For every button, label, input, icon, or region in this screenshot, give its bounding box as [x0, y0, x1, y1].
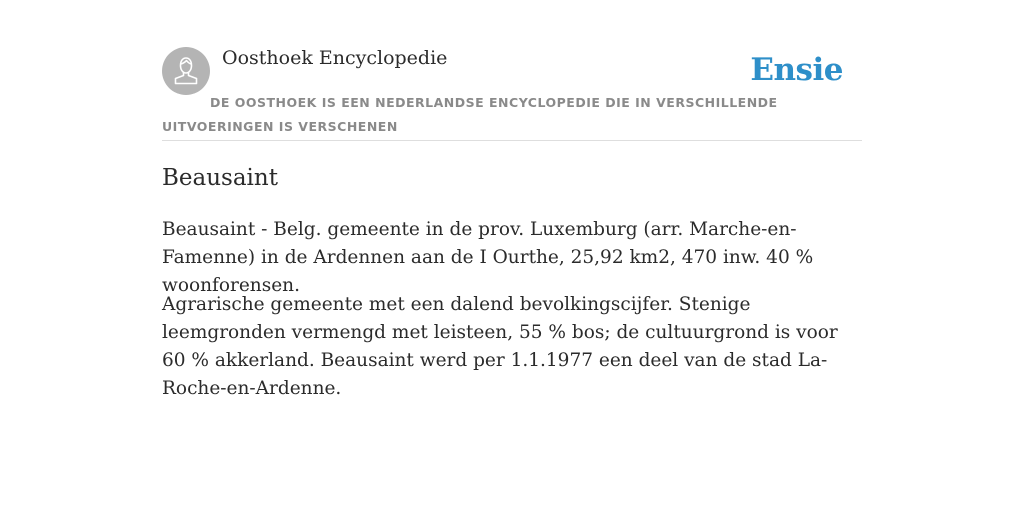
- author-avatar[interactable]: [162, 47, 210, 95]
- article-paragraph: Agrarische gemeente met een dalend bevolkingscijfer. Stenige leemgronden vermengd met leisteen, 55 % bos; de cultuurgrond is voor 60 % akkerland. Beausaint werd per 1.1.1977 een deel van de stad La-Roche-en-Ardenne.: [162, 294, 838, 399]
- author-tagline: DE OOSTHOEK IS EEN NEDERLANDSE ENCYCLOPEDIE DIE IN VERSCHILLENDE UITVOERINGEN IS VERSCHENEN: [162, 95, 778, 134]
- article-header: [162, 46, 862, 141]
- article-body: [162, 162, 862, 399]
- article-paragraph: Beausaint - Belg. gemeente in de prov. Luxemburg (arr. Marche-en-Famenne) in de Ardennen aan de I Ourthe, 25,92 km2, 470 inw. 40 % woonforensen.: [162, 219, 814, 296]
- brand-logo[interactable]: Ensie: [750, 52, 843, 88]
- author-name[interactable]: Oosthoek Encyclopedie: [222, 47, 448, 69]
- article-title: Beausaint: [162, 165, 278, 191]
- user-silhouette-icon: [162, 47, 210, 95]
